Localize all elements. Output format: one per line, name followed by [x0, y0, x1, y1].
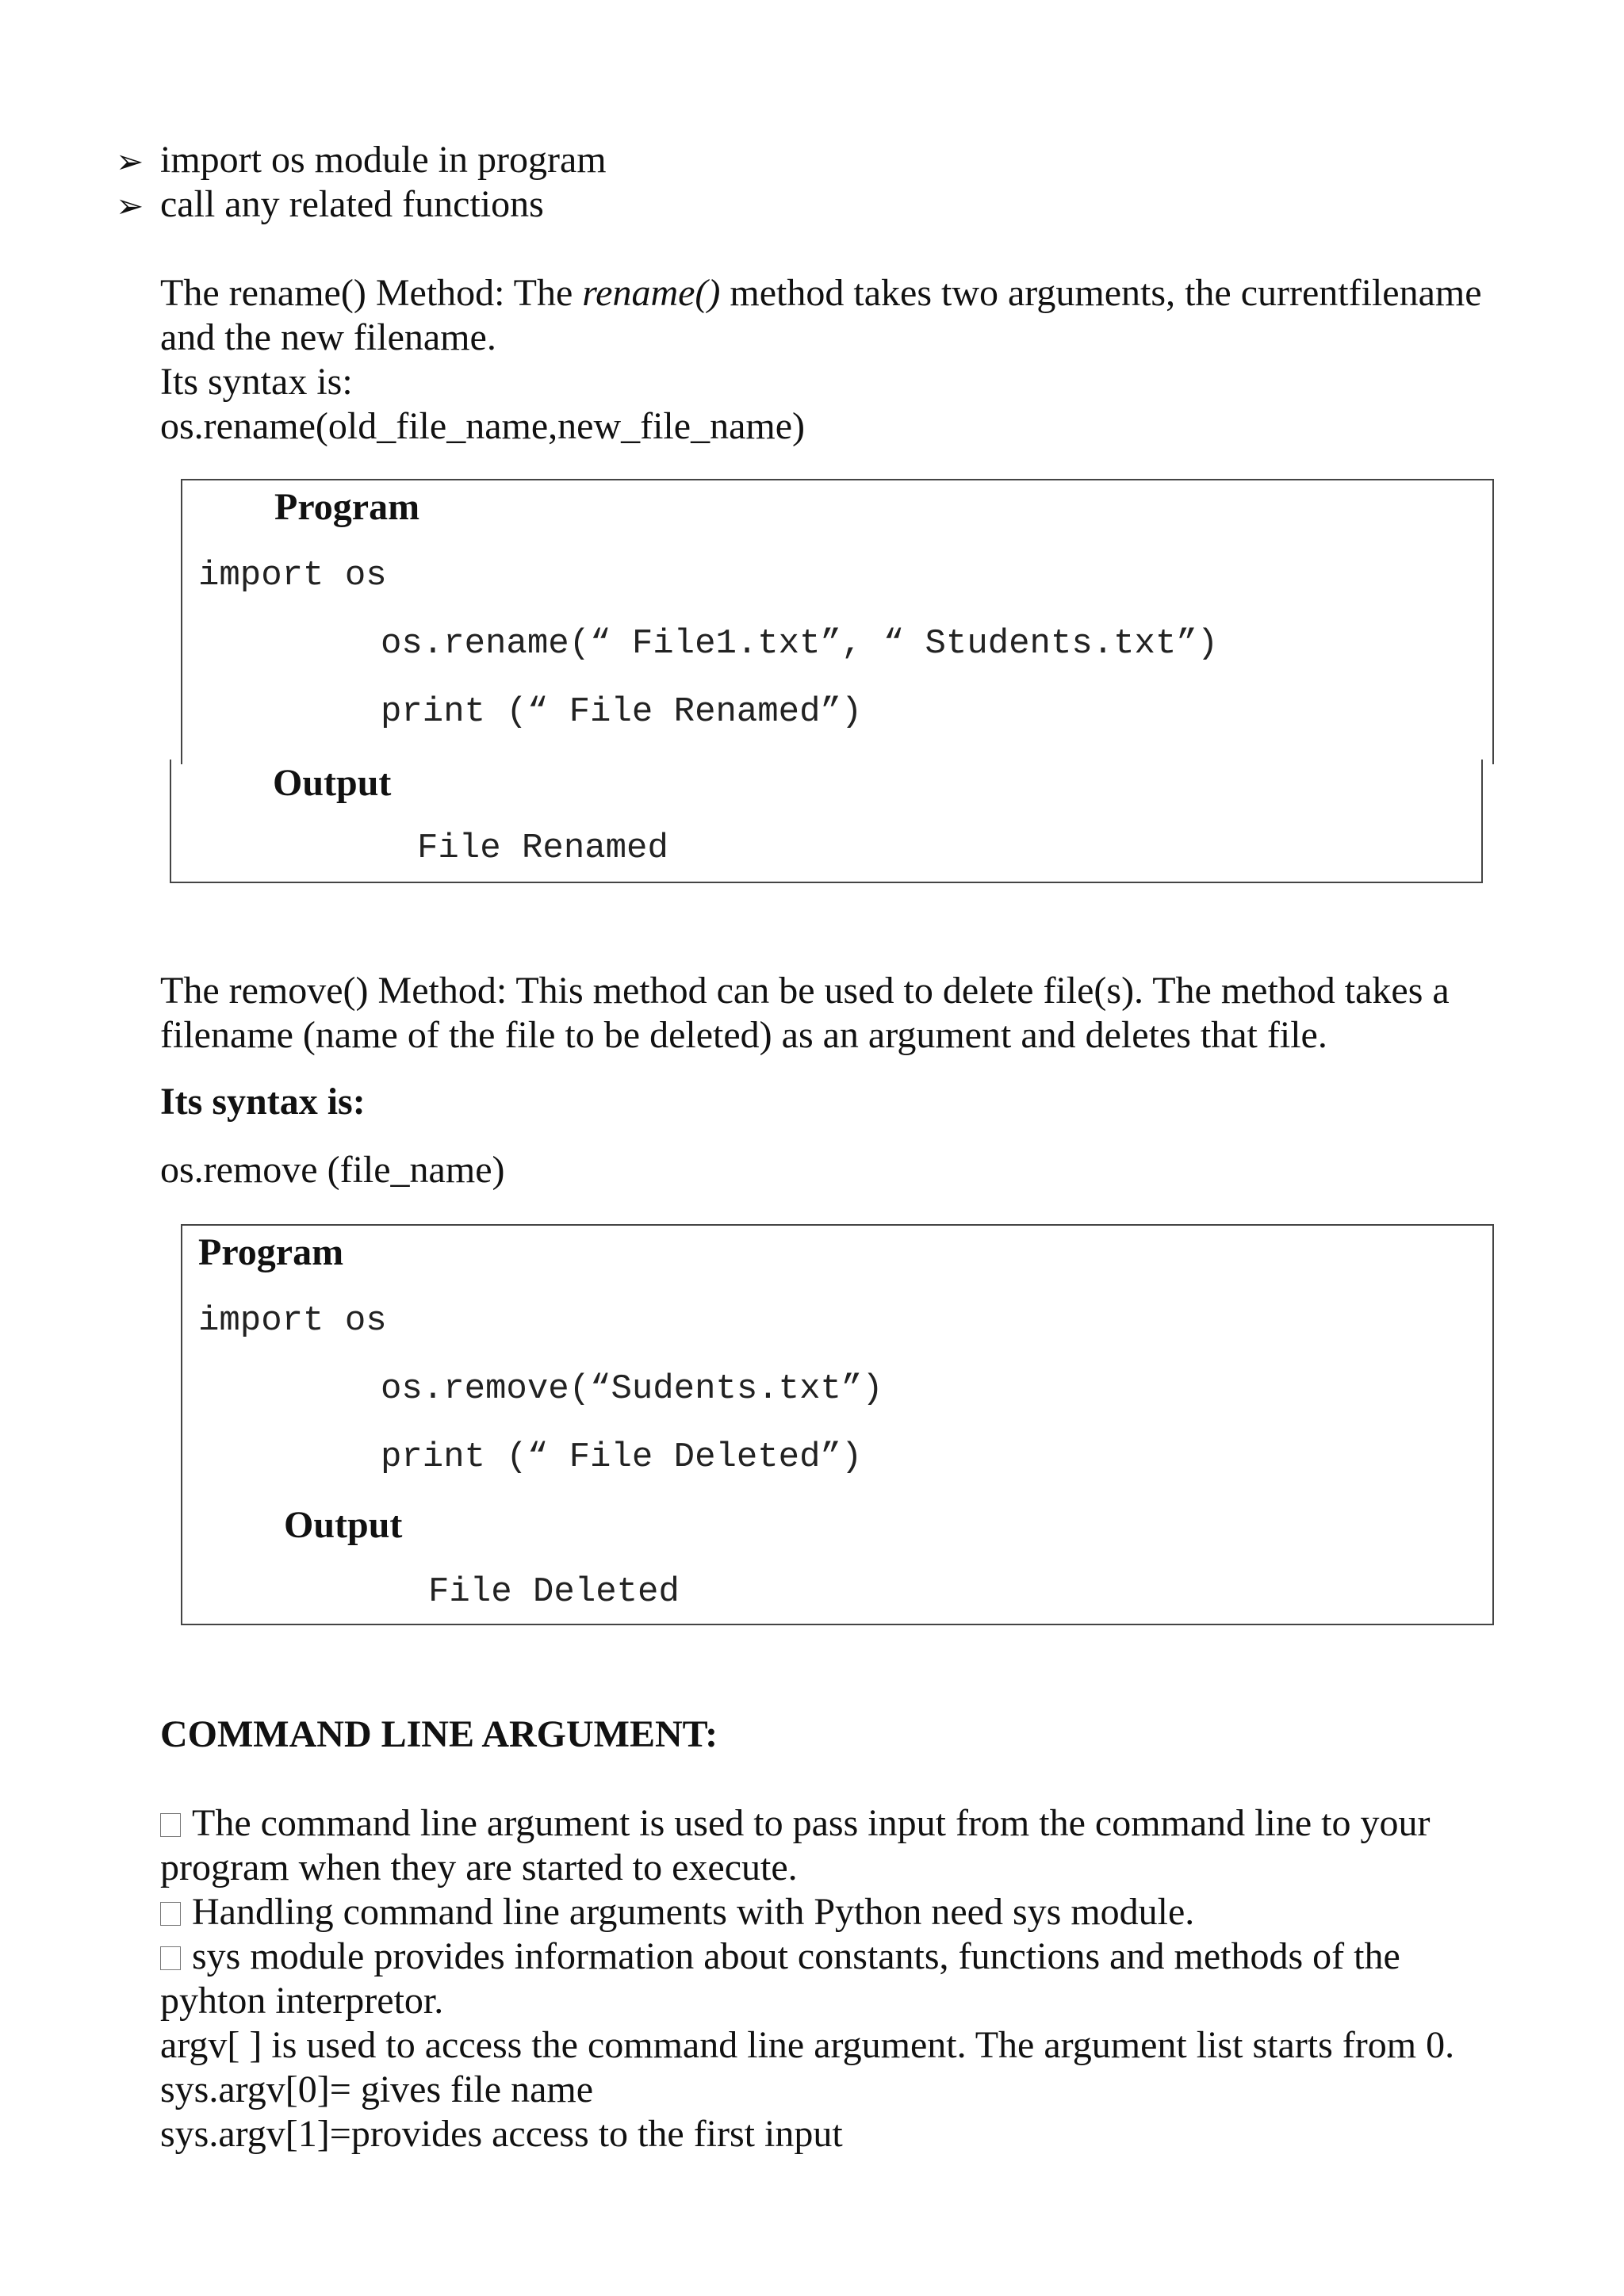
- cla-heading: COMMAND LINE ARGUMENT:: [160, 1713, 718, 1755]
- remove-intro-cont: filename (name of the file to be deleted) as an argument and deletes that file.: [160, 1014, 1327, 1056]
- rename-syntax: os.rename(old_file_name,new_file_name): [160, 405, 805, 447]
- square-bullet-icon: [160, 1946, 181, 1970]
- rename-output-text: File Renamed: [417, 828, 668, 868]
- cla-point: sys module provides information about constants, functions and methods of the: [160, 1934, 1400, 1979]
- code-line: print (“ File Renamed”): [381, 692, 863, 732]
- arrow-bullet-icon: ➢: [116, 186, 144, 225]
- remove-output-label: Output: [284, 1504, 403, 1546]
- code-line: os.rename(“ File1.txt”, “ Students.txt”): [381, 624, 1219, 664]
- square-bullet-icon: [160, 1813, 181, 1837]
- remove-syntax: os.remove (file_name): [160, 1149, 505, 1191]
- code-line: print (“ File Deleted”): [381, 1437, 863, 1477]
- cla-point: Handling command line arguments with Python need sys module.: [160, 1890, 1194, 1934]
- remove-output-text: File Deleted: [428, 1572, 680, 1612]
- remove-program-box: [181, 1224, 1494, 1625]
- bullet-item: call any related functions: [160, 183, 544, 225]
- cla-point-cont: program when they are started to execute.: [160, 1846, 798, 1888]
- rename-intro-cont: and the new filename.: [160, 316, 496, 358]
- remove-intro: The remove() Method: This method can be used to delete file(s). The method takes a: [160, 970, 1450, 1012]
- rename-program-label: Program: [274, 486, 420, 528]
- code-line: import os: [198, 556, 387, 595]
- rename-output-label: Output: [273, 762, 392, 804]
- code-line: import os: [198, 1301, 387, 1341]
- arrow-bullet-icon: ➢: [116, 142, 144, 181]
- cla-text: sys.argv[1]=provides access to the first input: [160, 2113, 843, 2155]
- rename-syntax-label: Its syntax is:: [160, 361, 353, 403]
- remove-syntax-label: Its syntax is:: [160, 1081, 366, 1123]
- rename-intro: The rename() Method: The rename() method takes two arguments, the currentfilename: [160, 272, 1482, 314]
- cla-text: sys.argv[0]= gives file name: [160, 2068, 594, 2110]
- remove-program-label: Program: [198, 1231, 344, 1273]
- cla-text: argv[ ] is used to access the command line argument. The argument list starts from 0.: [160, 2024, 1455, 2066]
- cla-point-cont: pyhton interpretor.: [160, 1980, 444, 2022]
- cla-point: The command line argument is used to pass input from the command line to your: [160, 1801, 1430, 1846]
- bullet-item: import os module in program: [160, 139, 607, 181]
- code-line: os.remove(“Sudents.txt”): [381, 1369, 883, 1409]
- square-bullet-icon: [160, 1902, 181, 1926]
